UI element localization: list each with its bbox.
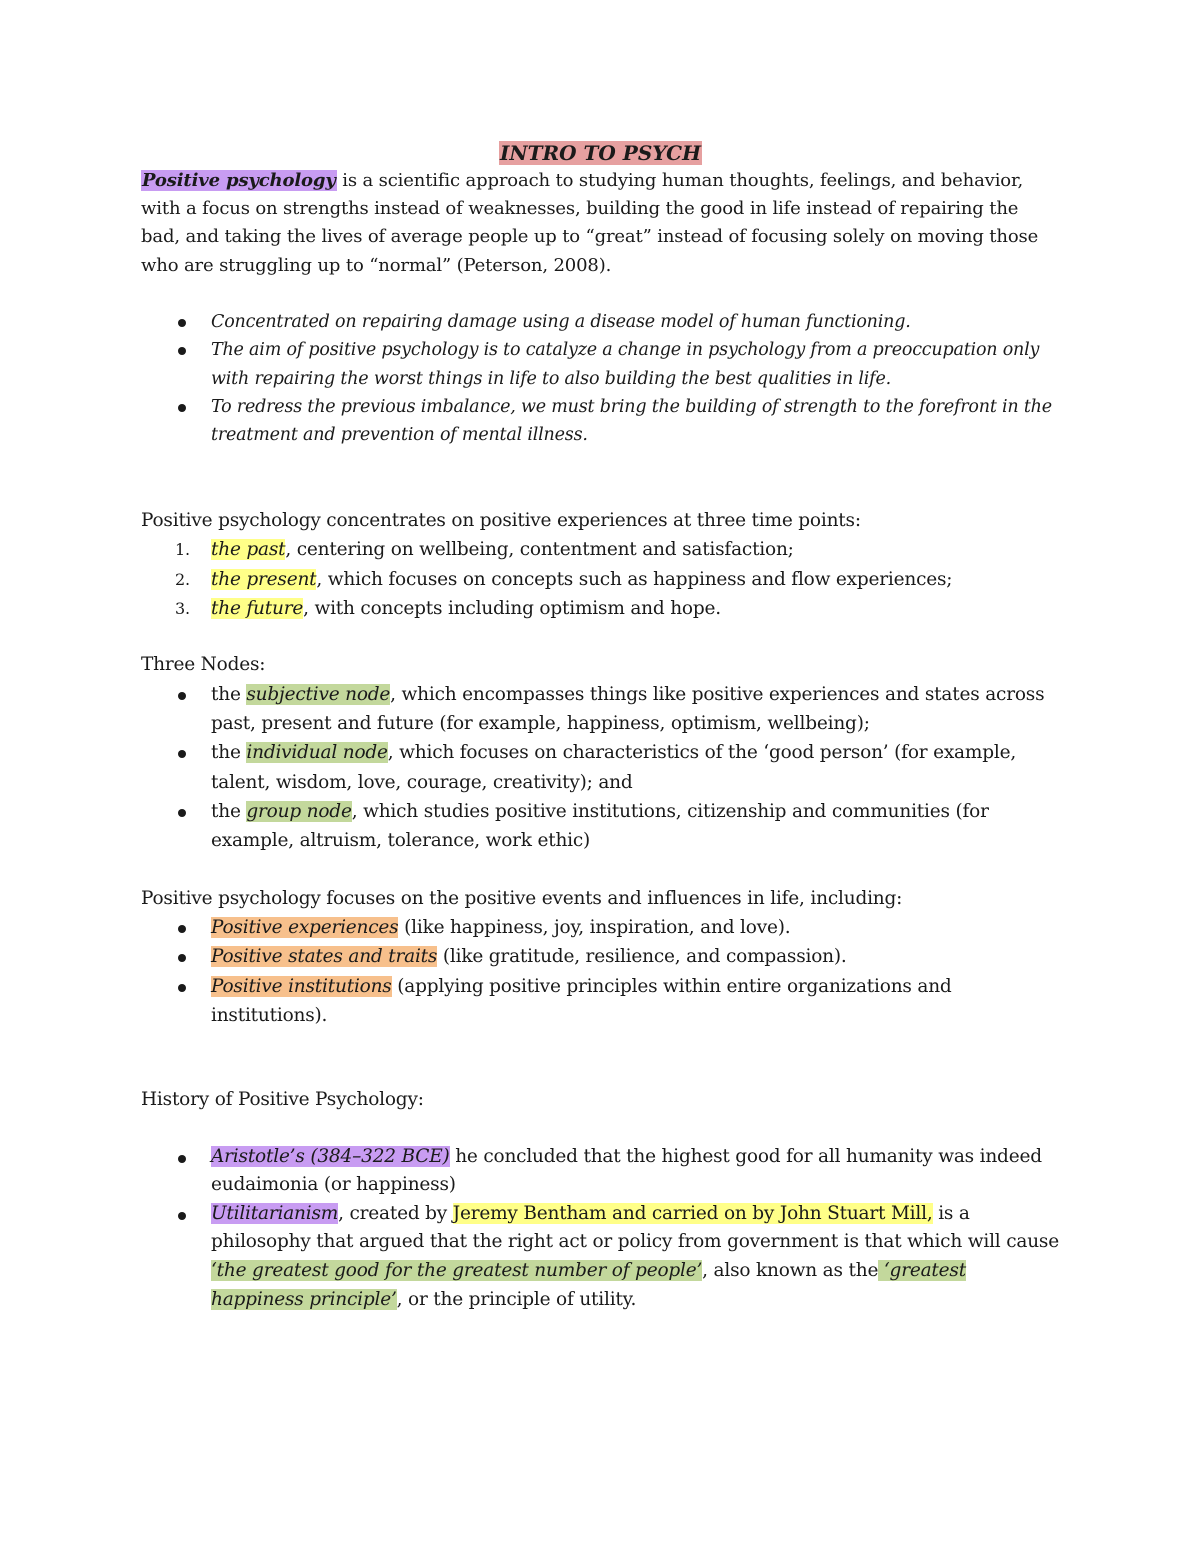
bullet-icon (178, 1155, 186, 1163)
bullet-icon (178, 750, 186, 758)
bullet-icon (178, 1212, 186, 1220)
highlight-term: group node (246, 800, 352, 822)
list-item-text: , which studies positive institutions, citizenship and communities (for example, altruism, tolerance, work ethic) (211, 800, 989, 852)
bullet-icon (178, 954, 186, 962)
list-number: 1. (175, 540, 190, 560)
list-item-text: , with concepts including optimism and hope. (303, 597, 721, 619)
nodes-heading: Three Nodes: (141, 654, 266, 676)
list-item (141, 942, 1061, 971)
list-item-text: he concluded that the highest good for all humanity was indeed eudaimonia (or happiness) (211, 1145, 1042, 1196)
list-item (141, 1200, 1061, 1314)
bullet-icon (178, 404, 186, 412)
time-points-list (141, 535, 1061, 623)
nodes-list (141, 680, 1061, 856)
list-item-prefix: the (211, 683, 247, 705)
list-item-prefix: the (211, 742, 247, 764)
time-points-heading: Positive psychology concentrates on positive experiences at three time points: (141, 509, 861, 531)
bullet-icon (178, 925, 186, 933)
list-item (141, 535, 1061, 564)
list-item (141, 308, 1061, 336)
bullet-icon (178, 347, 186, 355)
list-item-text: Concentrated on repairing damage using a disease model of human functioning. (211, 311, 911, 332)
bullet-icon (178, 692, 186, 700)
bullet-icon (178, 809, 186, 817)
list-item (141, 913, 1061, 942)
intro-term: Positive psychology (142, 170, 336, 191)
highlight-term: Positive states and traits (211, 946, 438, 968)
highlight-term: the past (211, 539, 286, 561)
list-item-text: The aim of positive psychology is to catalyze a change in psychology from a preoccupation only with repairing the worst things in life to also building the best qualities in life. (211, 340, 1040, 389)
highlight-term: Positive experiences (211, 917, 399, 939)
list-item-text: , or the principle of utility. (396, 1288, 637, 1310)
list-item (141, 680, 1061, 739)
list-item (141, 393, 1061, 450)
list-number: 3. (175, 598, 190, 618)
bullet-icon (178, 319, 186, 327)
list-item (141, 1143, 1061, 1200)
highlight-quote: ‘greatest happiness principle’ (211, 1260, 966, 1310)
highlight-term: the future (211, 597, 304, 619)
highlight-quote: ‘the greatest good for the greatest number of people’ (211, 1260, 703, 1282)
list-item-text: , which focuses on concepts such as happiness and flow experiences; (316, 568, 953, 590)
list-item (141, 565, 1061, 594)
highlight-term: individual node (246, 742, 388, 764)
intro-paragraph (141, 167, 1061, 280)
focuses-heading: Positive psychology focuses on the positive events and influences in life, including: (141, 887, 903, 909)
list-item (141, 972, 1061, 1031)
intro-text: is a scientific approach to studying human thoughts, feelings, and behavior, with a focus on strengths instead of weaknesses, building the good in life instead of repairing the bad, and taking the lives of average people up to “great” instead of focusing solely on moving those who are struggling up to “normal” (Peterson, 2008). (141, 170, 1039, 276)
highlight-people: Jeremy Bentham and carried on by John Stuart Mill, (452, 1202, 933, 1224)
italic-bullet-list (141, 308, 1061, 450)
list-item-text: (like happiness, joy, inspiration, and love). (398, 917, 791, 939)
document-body (141, 139, 1061, 1314)
highlight-term: the present (211, 568, 317, 590)
page-title: INTRO TO PSYCH (499, 141, 701, 165)
bullet-icon (178, 984, 186, 992)
list-item-text: , created by (338, 1202, 453, 1224)
list-item (141, 797, 1061, 856)
highlight-term: subjective node (246, 683, 391, 705)
focuses-list (141, 913, 1061, 1030)
list-item-text: (applying positive principles within entire organizations and institutions). (211, 975, 952, 1026)
list-item-text: , also known as the (702, 1260, 879, 1282)
title-line (140, 139, 1061, 167)
list-item-text: is a philosophy that argued that the right act or policy from government is that which will cause (211, 1202, 1059, 1253)
list-number: 2. (175, 569, 190, 589)
highlight-term: Aristotle’s (384–322 BCE) (211, 1145, 450, 1167)
list-item (141, 738, 1061, 797)
list-item (141, 594, 1061, 623)
highlight-term: Positive institutions (211, 975, 392, 997)
list-item-text: (like gratitude, resilience, and compassion). (437, 946, 847, 968)
list-item (141, 336, 1061, 393)
list-item-prefix: the (211, 800, 247, 822)
highlight-term: Utilitarianism (211, 1202, 339, 1224)
list-item-text: To redress the previous imbalance, we must bring the building of strength to the forefront in the treatment and prevention of mental illness. (211, 397, 1052, 446)
history-heading: History of Positive Psychology: (141, 1089, 424, 1111)
list-item-text: , which focuses on characteristics of the ‘good person’ (for example, talent, wisdom, love, courage, creativity); and (211, 742, 1017, 793)
list-item-text: , centering on wellbeing, contentment and satisfaction; (285, 539, 794, 561)
history-list (141, 1143, 1061, 1315)
list-item-text: , which encompasses things like positive experiences and states across past, present and future (for example, happiness, optimism, wellbeing); (211, 683, 1045, 735)
